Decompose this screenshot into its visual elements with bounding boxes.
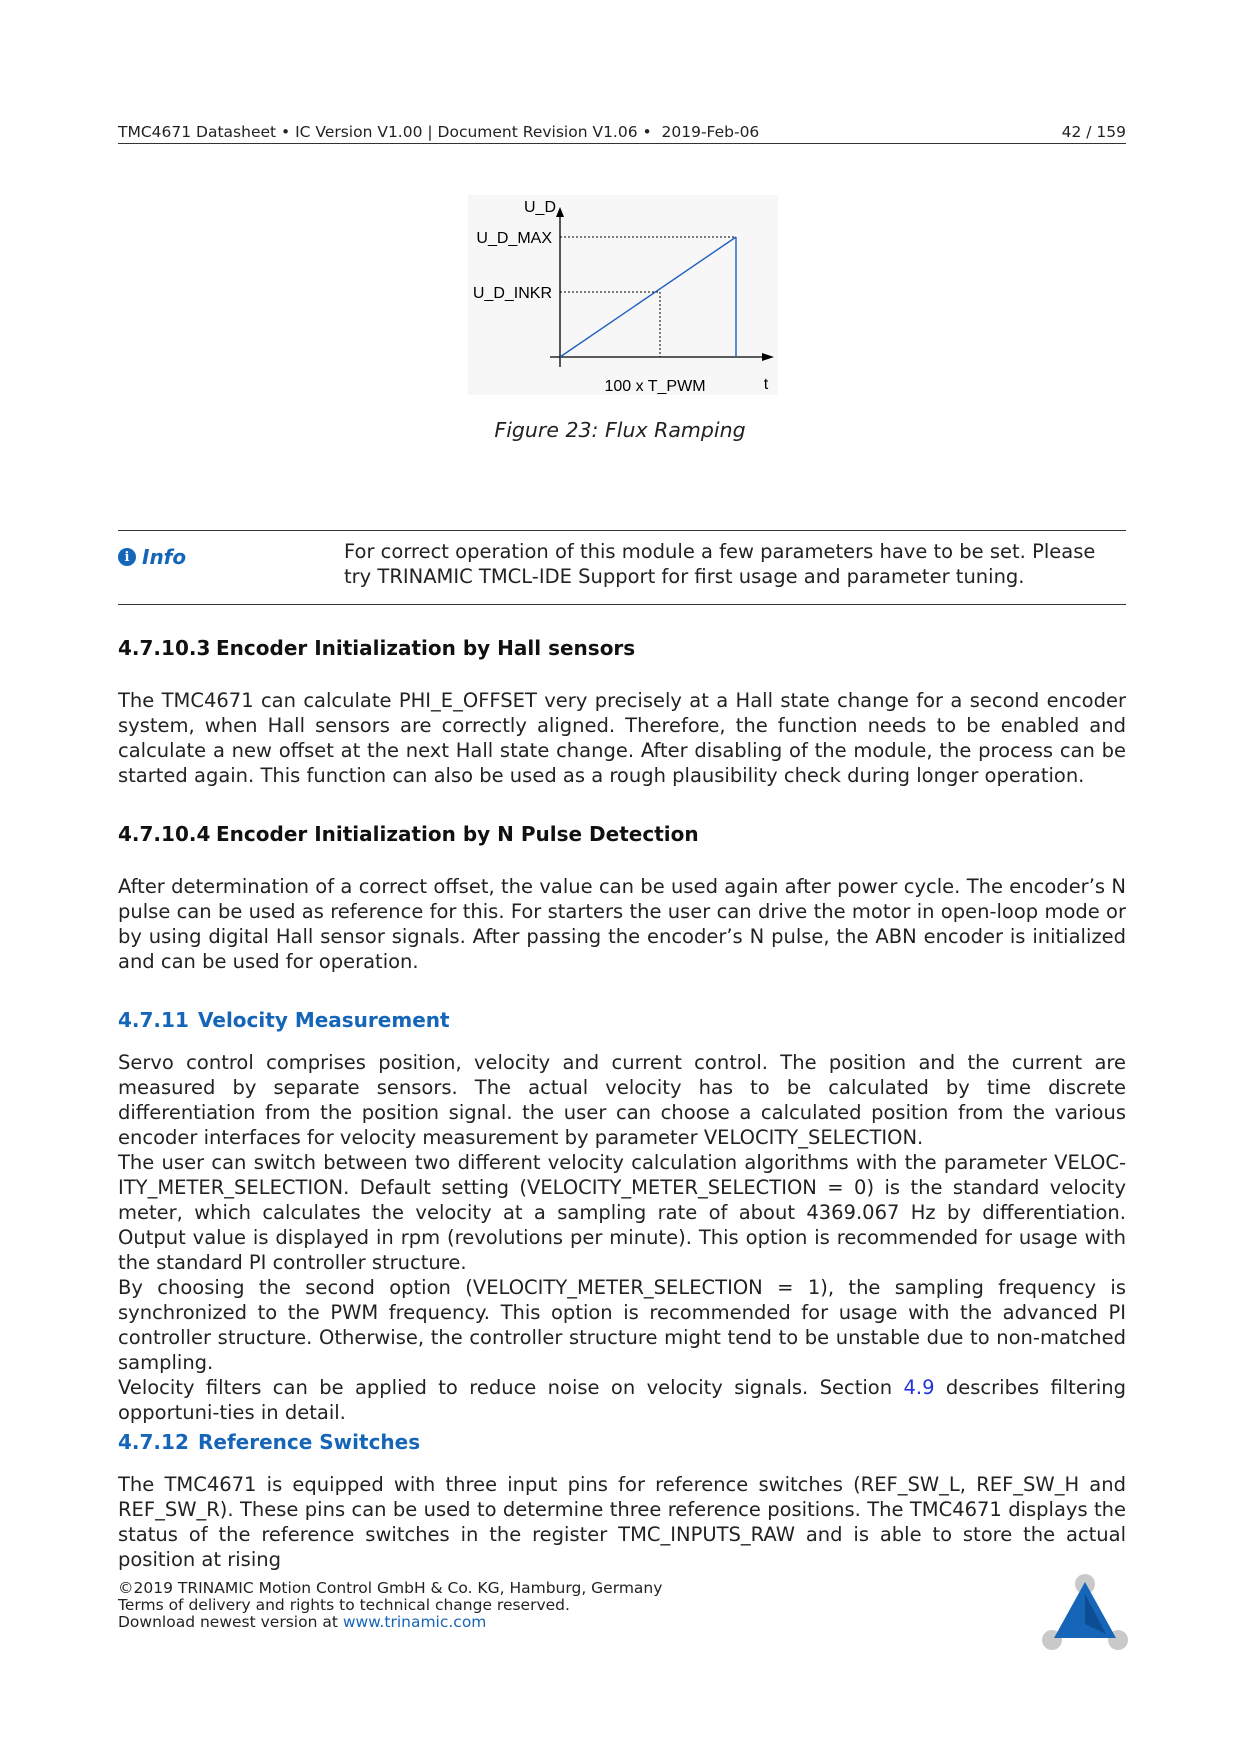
section-heading-4-7-10-3 xyxy=(118,636,635,660)
velocity-paragraph-3: By choosing the second option (VELOCITY_METER_SELECTION = 1), the sampling frequency is synchronized to the PWM frequency. This option is recommended for usage with the advanced PI controller structure. Otherwise, the controller structure might tend to be unstable due to non-matched sampling. xyxy=(118,1276,1126,1374)
velocity-paragraph-4 xyxy=(118,1375,1126,1425)
section-title: Velocity Measurement xyxy=(198,1008,450,1032)
paragraph-hall-init: The TMC4671 can calculate PHI_E_OFFSET very precisely at a Hall state change for a second encoder system, when Hall sensors are correctly aligned. Therefore, the function needs to be enabled and calculate a new offset at the next Hall state change. After disabling of the module, the process can be started again. This function can also be used as a rough plausibility check during longer operation. xyxy=(118,689,1126,787)
header-title: TMC4671 Datasheet • IC Version V1.00 | Document Revision V1.06 • 2019-Feb-06 xyxy=(118,123,760,141)
x-axis-label: t xyxy=(763,376,769,393)
velocity-paragraph-4-text-end: describes filtering opportuni-ties in detail. xyxy=(118,1376,1127,1424)
flux-ramping-figure xyxy=(468,195,778,405)
velocity-paragraph-1: Servo control comprises position, velocity and current control. The position and the current are measured by separate sensors. The actual velocity has to be calculated by time discrete differentiation from the position signal. the user can choose a calculated position from the various encoder interfaces for velocity measurement by parameter VELOCITY_SELECTION. xyxy=(118,1051,1126,1149)
section-heading-4-7-11 xyxy=(118,1008,450,1032)
info-text: For correct operation of this module a few parameters have to be set. Please try TRINAMIC TMCL-IDE Support for first usage and parameter tuning. xyxy=(344,540,1096,588)
page-footer xyxy=(118,1580,662,1631)
paragraph-n-pulse: After determination of a correct offset, the value can be used again after power cycle. The encoder’s N pulse can be used as reference for this. For starters the user can drive the motor in open-loop mode or by using digital Hall sensor signals. After passing the encoder’s N pulse, the ABN encoder is initialized and can be used for operation. xyxy=(118,875,1126,973)
inkr-label: U_D_INKR xyxy=(472,285,552,302)
footer-terms: Terms of delivery and rights to technical change reserved. xyxy=(118,1596,570,1614)
x-tick-label: 100 x T_PWM xyxy=(604,378,706,395)
section-link-4-9[interactable]: 4.9 xyxy=(903,1376,935,1399)
info-label-text: Info xyxy=(142,545,187,569)
info-box xyxy=(118,530,1126,605)
page-header xyxy=(118,122,1126,144)
y-axis-label: U_D xyxy=(523,199,556,216)
info-label xyxy=(118,545,186,569)
flux-ramping-plot xyxy=(468,195,778,405)
section-title: Encoder Initialization by Hall sensors xyxy=(216,636,636,660)
section-number: 4.7.12 xyxy=(118,1430,189,1454)
footer-download-text: Download newest version at xyxy=(118,1613,343,1631)
paragraph-reference-switches: The TMC4671 is equipped with three input pins for reference switches (REF_SW_L, REF_SW_H and REF_SW_R). These pins can be used to determine three reference positions. The TMC4671 displays the status of the reference switches in the register TMC_INPUTS_RAW and is able to store the actual position at rising xyxy=(118,1473,1126,1571)
velocity-paragraph-2: The user can switch between two different velocity calculation algorithms with the parameter VELOC-ITY_METER_SELECTION. Default setting (VELOCITY_METER_SELECTION = 0) is the standard velocity meter, which calculates the velocity at a sampling rate of about 4369.067 Hz by differentiation. Output value is displayed in rpm (revolutions per minute). This option is recommended for usage with the standard PI controller structure. xyxy=(118,1151,1126,1274)
velocity-paragraph-4-text: Velocity filters can be applied to reduce noise on velocity signals. Section xyxy=(118,1376,904,1399)
figure-caption: Figure 23: Flux Ramping xyxy=(494,418,746,442)
footer-copyright: ©2019 TRINAMIC Motion Control GmbH & Co. KG, Hamburg, Germany xyxy=(118,1579,663,1597)
section-heading-4-7-12 xyxy=(118,1430,420,1454)
section-heading-4-7-10-4 xyxy=(118,822,699,846)
section-title: Reference Switches xyxy=(198,1430,421,1454)
info-circle-icon: i xyxy=(118,548,136,566)
page-number: 42 / 159 xyxy=(1061,123,1126,141)
trinamic-logo xyxy=(1040,1572,1130,1652)
section-number: 4.7.11 xyxy=(118,1008,189,1032)
velocity-paragraphs xyxy=(118,1050,1126,1425)
section-title: Encoder Initialization by N Pulse Detection xyxy=(216,822,699,846)
footer-website-link[interactable]: www.trinamic.com xyxy=(342,1613,487,1631)
section-number: 4.7.10.4 xyxy=(118,822,211,846)
footer-download xyxy=(118,1614,662,1631)
max-label: U_D_MAX xyxy=(476,230,552,247)
section-number: 4.7.10.3 xyxy=(118,636,211,660)
